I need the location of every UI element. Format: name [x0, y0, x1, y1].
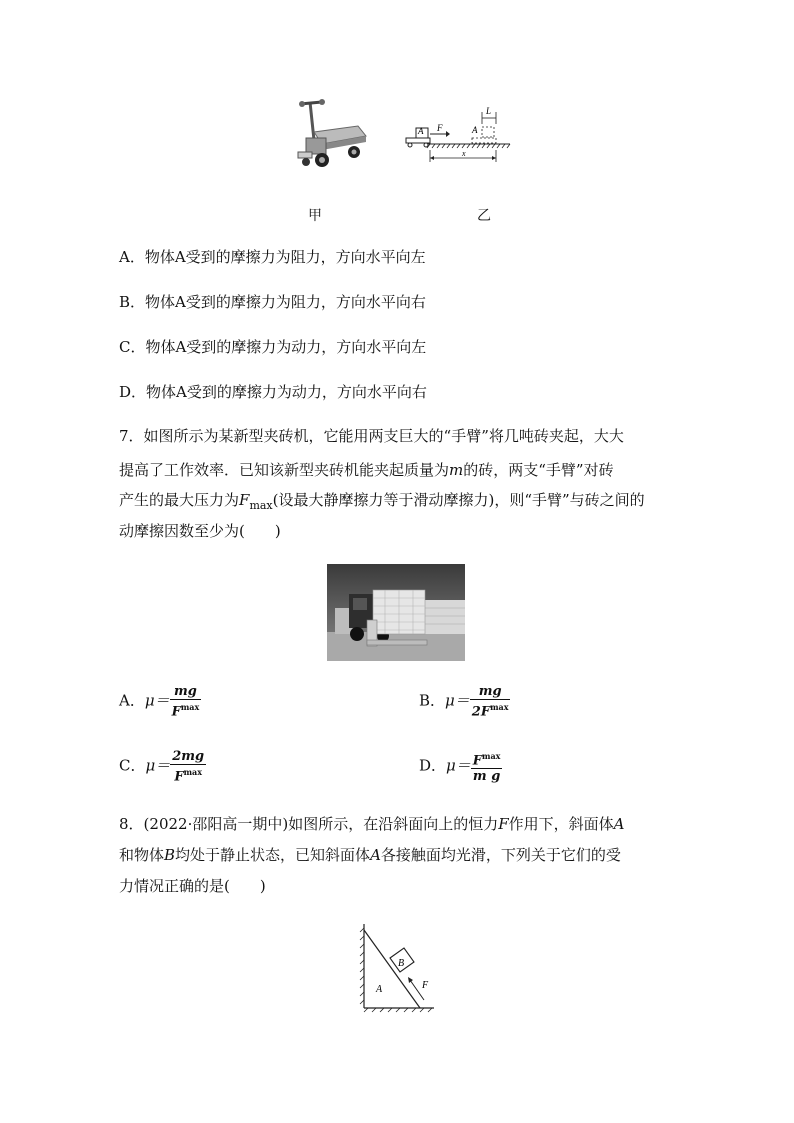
- figure-brick-clamp-photo: [327, 564, 465, 661]
- q7-line-3: 产生的最大压力为$F_{max}$(设最大静摩擦力等于滑动摩擦力)，则“手臂”与砖之间的: [119, 491, 645, 512]
- diagram-label-a2: A: [472, 125, 478, 135]
- incline-label-a: A: [376, 984, 383, 995]
- figure-block-diagram: [400, 100, 514, 166]
- q7-line-1: 7．如图所示为某新型夹砖机，它能用两支巨大的“手臂”将几吨砖夹起，大大: [119, 427, 624, 445]
- figure-label-jia: 甲: [308, 208, 322, 224]
- q7-option-d: D．μ＝ $\frac{F^{max}}{\text{m g}}$: [419, 751, 501, 785]
- q8-line-1: 8．(2022·邵阳高一期中)如图所示，在沿斜面向上的恒力F作用下，斜面体A: [119, 815, 625, 833]
- var-m: m: [449, 461, 464, 479]
- fraction: $\frac{F^{max}}{\text{m g}}$: [472, 751, 501, 785]
- q6-option-d: D．物体A受到的摩擦力为动力，方向水平向右: [119, 383, 427, 401]
- figure-incline-diagram: [350, 922, 440, 1014]
- var-f: F: [239, 491, 250, 509]
- diagram-label-l: L: [486, 106, 492, 116]
- q7-option-c: C．μ＝ $\frac{2mg}{F^{max}}$: [119, 749, 205, 785]
- sub-max: max: [249, 499, 273, 512]
- q7-option-a: A．μ＝ $\frac{mg}{F^{max}}$: [119, 684, 200, 720]
- q7-option-b: B．μ＝ $\frac{mg}{2F^{max}}$: [419, 684, 509, 720]
- incline-label-f: F: [422, 980, 429, 991]
- fraction: $\frac{mg}{2F^{max}}$: [471, 684, 509, 720]
- incline-label-b: B: [398, 958, 405, 969]
- q7-line-4: 动摩擦因数至少为( ): [119, 522, 281, 540]
- q7-line-2: 提高了工作效率．已知该新型夹砖机能夹起质量为m的砖，两支“手臂”对砖: [119, 461, 614, 479]
- diagram-label-x: x: [462, 149, 466, 158]
- figure-cart-photo: [292, 96, 370, 178]
- cart-illustration: [292, 96, 370, 178]
- figure-label-yi: 乙: [477, 208, 491, 224]
- fraction: $\frac{mg}{F^{max}}$: [171, 684, 200, 720]
- fraction: $\frac{2mg}{F^{max}}$: [172, 749, 205, 785]
- q6-option-c: C．物体A受到的摩擦力为动力，方向水平向左: [119, 338, 427, 356]
- q6-option-b: B．物体A受到的摩擦力为阻力，方向水平向右: [119, 293, 426, 311]
- q8-line-3: 力情况正确的是( ): [119, 877, 266, 895]
- q8-line-2: 和物体B均处于静止状态，已知斜面体A各接触面均光滑，下列关于它们的受: [119, 846, 621, 864]
- q6-option-a: A．物体A受到的摩擦力为阻力，方向水平向左: [119, 248, 426, 266]
- diagram-label-f: F: [437, 123, 443, 133]
- diagram-label-a: A: [418, 126, 424, 136]
